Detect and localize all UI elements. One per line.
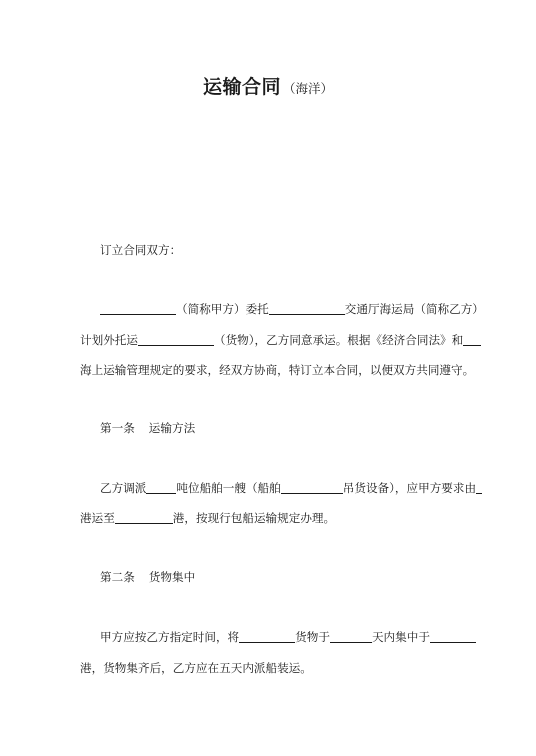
article-2-title: 货物集中 bbox=[148, 570, 196, 584]
preamble-line-1 bbox=[100, 302, 484, 316]
blank-tonnage bbox=[146, 481, 176, 494]
article-1-text-2b: 港，按现行包船运输规定办理。 bbox=[172, 511, 336, 525]
article-1-title: 运输方法 bbox=[148, 421, 196, 435]
blank-goods bbox=[138, 333, 214, 346]
intro-line bbox=[100, 243, 181, 257]
preamble-text-1a: （简称甲方）委托 bbox=[176, 302, 269, 316]
article-1-text-1a: 乙方调派 bbox=[100, 481, 147, 495]
blank-destination-port bbox=[115, 511, 173, 524]
blank-days bbox=[330, 630, 372, 643]
blank-goods-name bbox=[239, 630, 295, 643]
article-2-line-1 bbox=[100, 630, 476, 644]
article-1-number: 第一条 bbox=[100, 421, 135, 435]
preamble-line-3 bbox=[80, 363, 474, 377]
blank-ship bbox=[281, 481, 343, 494]
intro-text: 订立合同双方： bbox=[100, 243, 182, 257]
article-2-line-2 bbox=[80, 661, 312, 675]
blank-party-a bbox=[100, 302, 176, 315]
article-1-heading bbox=[100, 421, 195, 435]
document-title bbox=[0, 72, 536, 99]
preamble-text-2b: （货物），乙方同意承运。根据《经济合同法》和 bbox=[213, 333, 464, 347]
blank-regulation bbox=[463, 333, 481, 346]
article-2-text-2: 港，货物集齐后，乙方应在五天内派船装运。 bbox=[80, 661, 312, 675]
title-subtitle: （海洋） bbox=[283, 81, 334, 96]
article-2-text-1c: 天内集中于 bbox=[371, 630, 430, 644]
preamble-text-2a: 计划外托运 bbox=[80, 333, 138, 347]
blank-province bbox=[269, 302, 345, 315]
blank-origin-port bbox=[476, 481, 482, 494]
title-main: 运输合同 bbox=[202, 76, 281, 98]
article-1-text-2a: 港运至 bbox=[80, 511, 115, 525]
article-1-line-2 bbox=[80, 511, 335, 525]
article-1-text-1b: 吨位船舶一艘（船舶 bbox=[176, 481, 281, 495]
preamble-line-2 bbox=[80, 333, 481, 347]
article-1-line-1 bbox=[100, 481, 482, 495]
article-2-heading bbox=[100, 570, 195, 584]
article-1-text-1c: 吊货设备），应甲方要求由 bbox=[342, 481, 477, 495]
article-2-text-1b: 货物于 bbox=[295, 630, 330, 644]
blank-collection-port bbox=[430, 630, 476, 643]
preamble-text-1b: 交通厅海运局（简称乙方） bbox=[344, 302, 484, 316]
preamble-text-3: 海上运输管理规定的要求，经双方协商，特订立本合同，以便双方共同遵守。 bbox=[80, 363, 475, 377]
article-2-number: 第二条 bbox=[100, 570, 135, 584]
article-2-text-1a: 甲方应按乙方指定时间，将 bbox=[100, 630, 240, 644]
